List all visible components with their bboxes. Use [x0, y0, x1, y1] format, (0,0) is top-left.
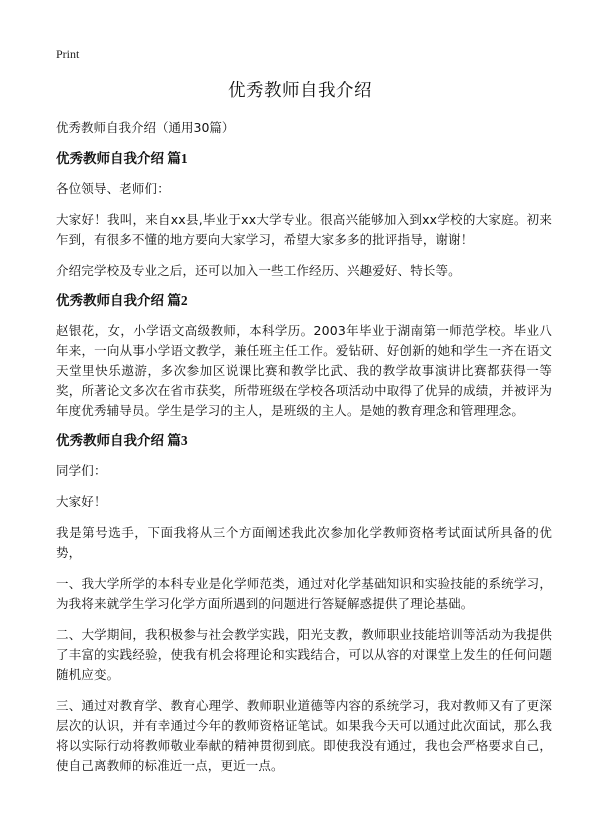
page-title: 优秀教师自我介绍 [228, 81, 372, 101]
document-subtitle: 优秀教师自我介绍（通用30篇） [56, 120, 235, 135]
section-heading: 优秀教师自我介绍 篇3 [56, 433, 188, 448]
section-heading: 优秀教师自我介绍 篇1 [56, 151, 188, 166]
paragraph: 大家好！ [56, 494, 107, 509]
print-link[interactable]: Print [56, 47, 80, 61]
section-1 [56, 150, 552, 281]
section-3 [56, 432, 552, 776]
paragraph: 二、大学期间，我积极参与社会教学实践，阳光支教，教师职业技能培训等活动为我提供了丰富的实践经验，使我有机会将理论和实践结合，可以从容的对课堂上发生的任何问题随机应变。 [56, 627, 552, 682]
paragraph: 三、通过对教育学、教育心理学、教师职业道德等内容的系统学习，我对教师又有了更深层次的认识，并有幸通过今年的教师资格证笔试。如果我今天可以通过此次面试，那么我将以实际行动将教师敬业奉献的精神贯彻到底。即使我没有通过，我也会严格要求自己，使自己离教师的标准近一点，更近一点。 [56, 698, 552, 773]
paragraph: 同学们： [56, 463, 107, 478]
paragraph: 各位领导、老师们： [56, 181, 170, 196]
paragraph: 介绍完学校及专业之后，还可以加入一些工作经历、兴趣爱好、特长等。 [56, 263, 461, 278]
document-body [56, 119, 552, 787]
paragraph: 一、我大学所学的本科专业是化学师范类，通过对化学基础知识和实验技能的系统学习，为我将来就学生学习化学方面所遇到的问题进行答疑解惑提供了理论基础。 [56, 576, 552, 611]
section-2 [56, 292, 552, 421]
paragraph: 我是第号选手，下面我将从三个方面阐述我此次参加化学教师资格考试面试所具备的优势， [56, 525, 552, 560]
paragraph: 大家好！我叫，来自xx县,毕业于xx大学专业。很高兴能够加入到xx学校的大家庭。初来乍到，有很多不懂的地方要向大家学习，希望大家多多的批评指导，谢谢！ [56, 212, 552, 247]
paragraph: 赵银花，女，小学语文高级教师，本科学历。2003年毕业于湖南第一师范学校。毕业八年来，一向从事小学语文教学，兼任班主任工作。爱钻研、好创新的她和学生一齐在语文天堂里快乐遨游，多次参加区说课比赛和教学比武、我的教学故事演讲比赛都获得一等奖，所著论文多次在省市获奖，所带班级在学校各项活动中取得了优异的成绩，并被评为年度优秀辅导员。学生是学习的主人，是班级的主人。是她的教育理念和管理理念。 [56, 323, 552, 418]
section-heading: 优秀教师自我介绍 篇2 [56, 293, 188, 308]
